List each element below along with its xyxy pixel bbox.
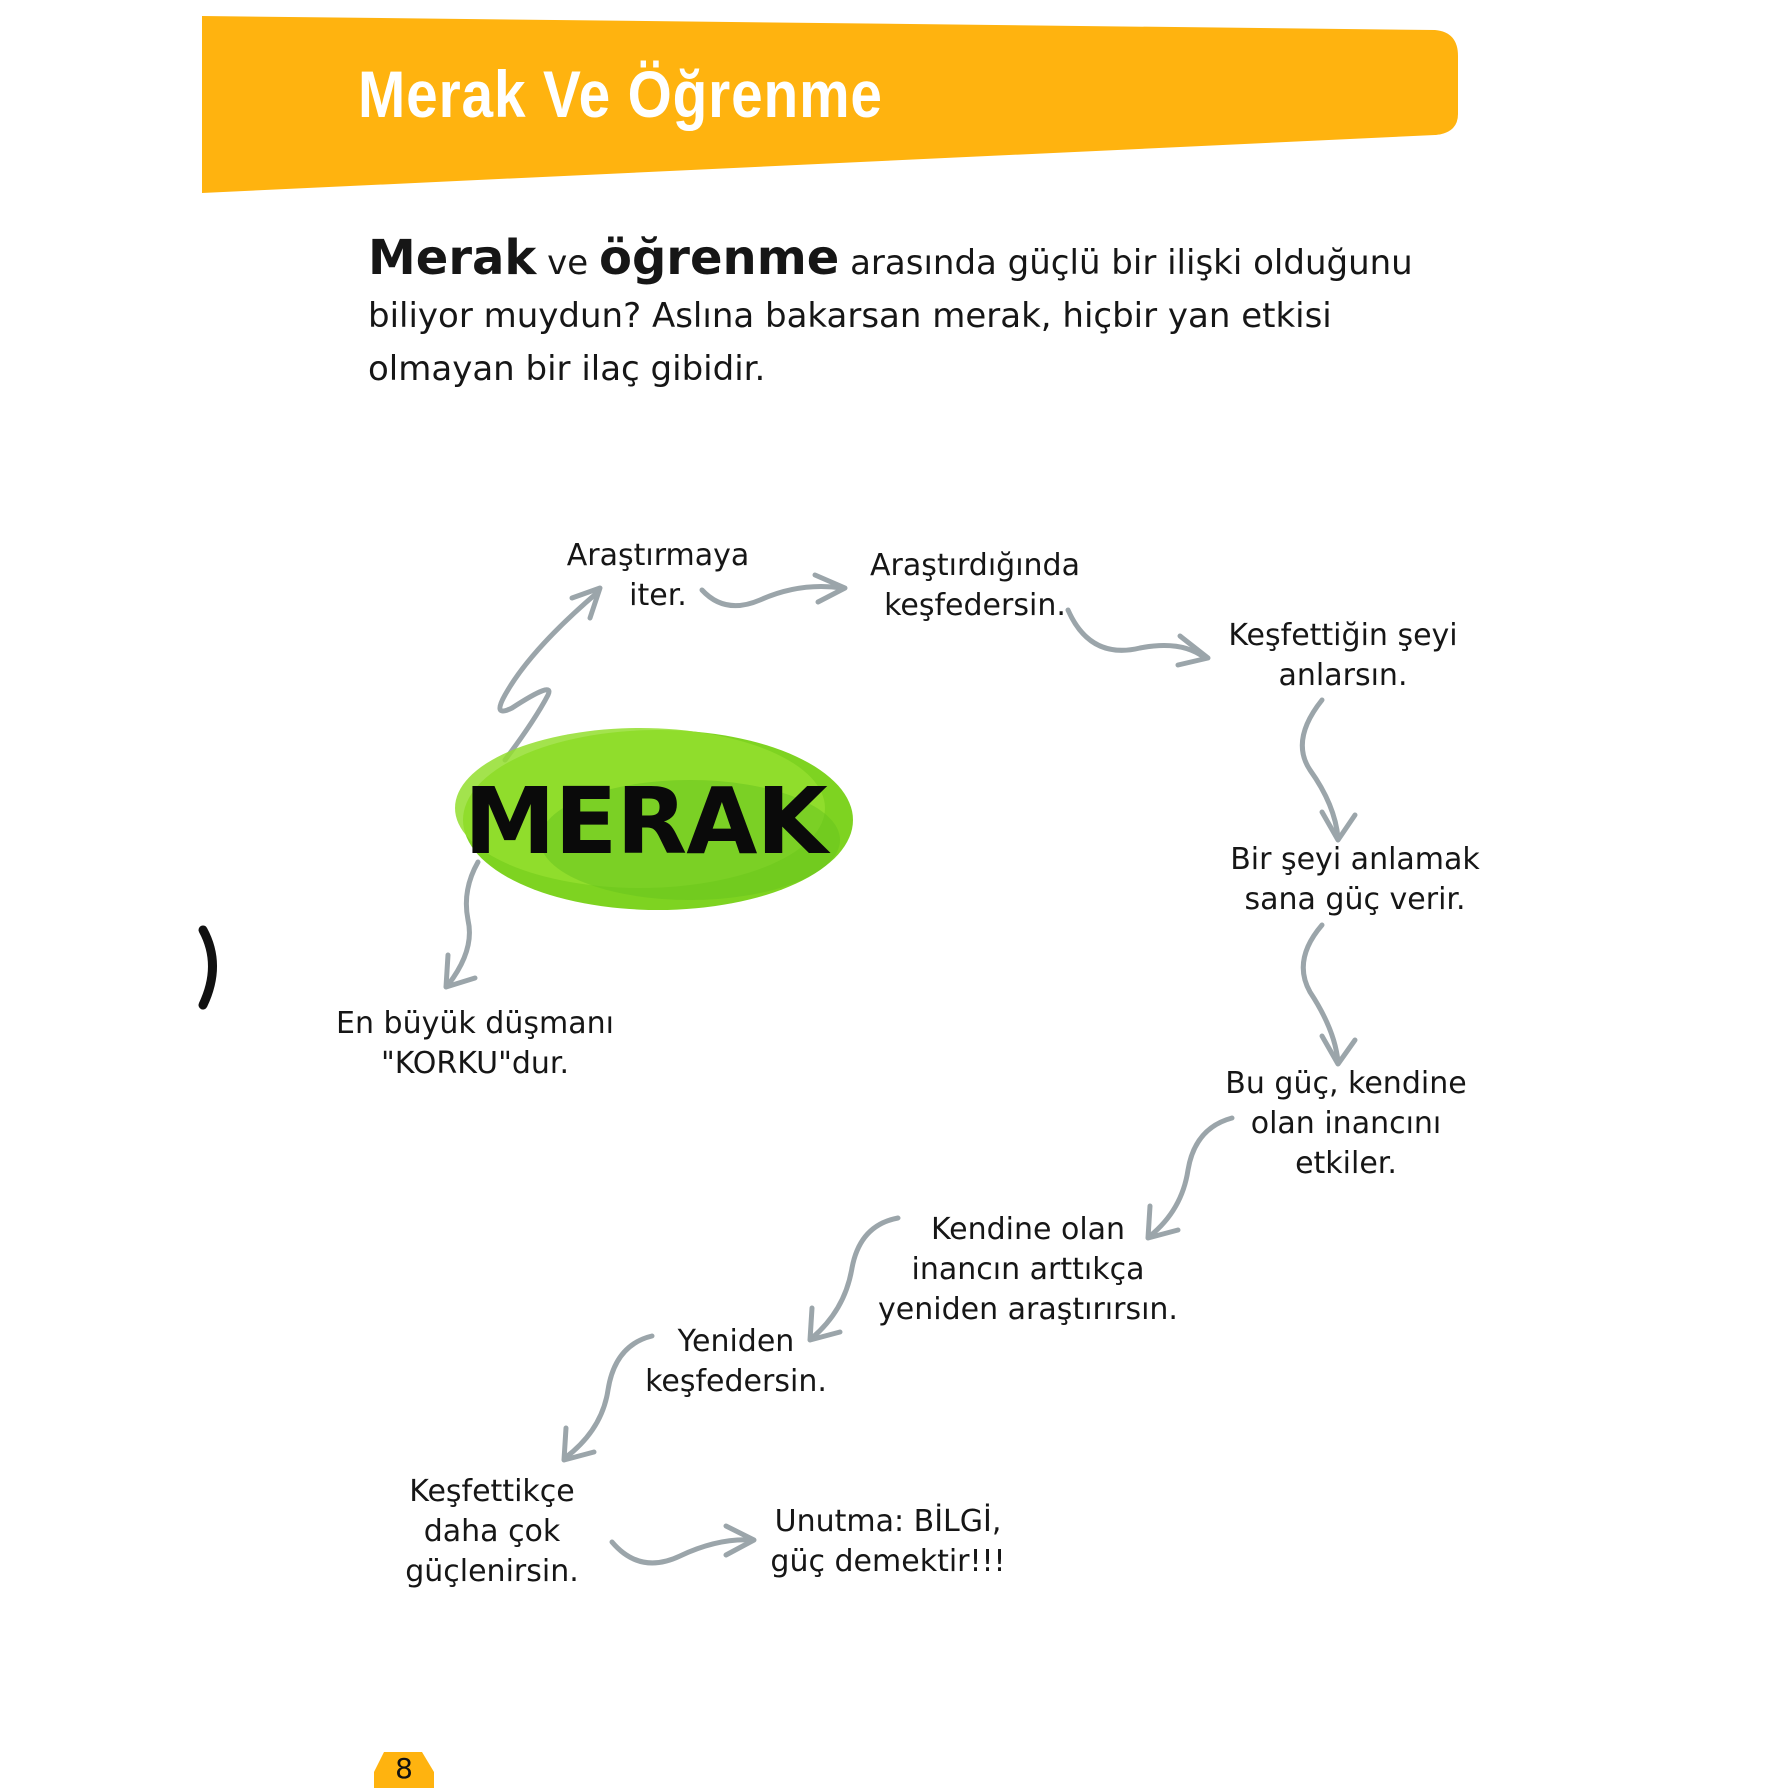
node-inanc-artikca: Kendine olan inancın arttıkça yeniden araştırırsın. [878,1212,1178,1327]
page-number: 8 [395,1752,413,1785]
node-guc-inanc: Bu güç, kendine olan inancını etkiler. [1225,1066,1467,1181]
node-arastirdiginda: Araştırdığında keşfedersin. [870,548,1080,623]
node-kesfettikce: Keşfettikçe daha çok güçlenirsin. [405,1474,579,1589]
arrow-n8-to-n9 [612,1526,754,1563]
intro-word-merak: Merak [368,230,537,286]
arrow-merak-to-n10 [446,862,478,987]
intro-rest: arasında güçlü bir ilişki olduğunu biliyor muydun? Aslına bakarsan merak, hiçbir yan etkisi olmayan bir ilaç gibidir. [368,243,1413,389]
node-yeniden-kesfedersin: Yeniden keşfedersin. [645,1324,827,1399]
node-anlamak-guc: Bir şeyi anlamak sana güç verir. [1230,842,1480,917]
intro-connector: ve [536,243,599,283]
arrow-n3-to-n4 [1302,700,1355,840]
node-unutma-bilgi: Unutma: BİLGİ, güç demektir!!! [770,1504,1006,1579]
node-kesfettigin: Keşfettiğin şeyi anlarsın. [1228,618,1458,693]
intro-word-ogrenme: öğrenme [598,230,840,286]
node-korku: En büyük düşmanı "KORKU"dur. [336,1006,614,1081]
node-arastirmaya-iter: Araştırmaya iter. [566,538,750,613]
center-merak: MERAK [464,768,827,875]
page-title: Merak Ve Öğrenme [358,57,883,131]
arrow-n4-to-n5 [1303,925,1355,1064]
edge-mark [203,930,213,1005]
